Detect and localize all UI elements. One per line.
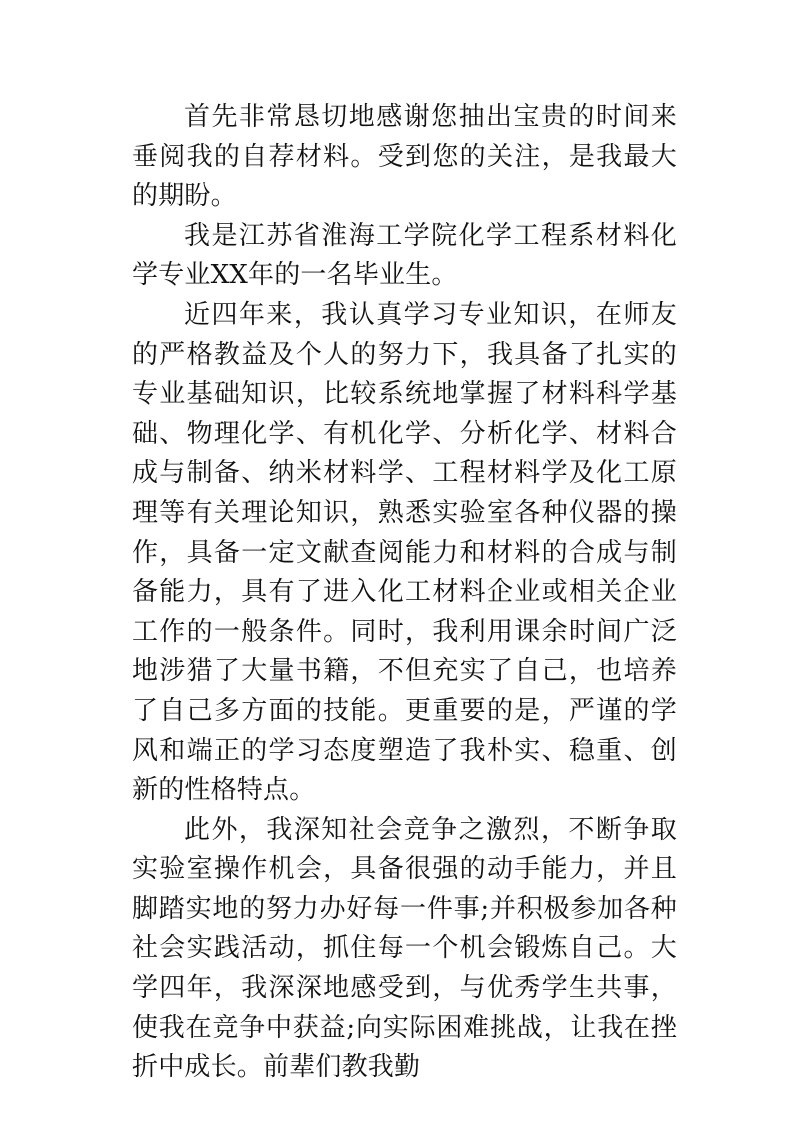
- paragraph-introduction: 我是江苏省淮海工学院化学工程系材料化学专业XX年的一名毕业生。: [132, 220, 677, 291]
- paragraph-practice: 此外，我深知社会竞争之激烈，不断争取实验室操作机会，具备很强的动手能力，并且脚踏实地的努力办好每一件事;并积极参加各种社会实践活动，抓住每一个机会锻炼自己。大学四年，我深深地感受到，与优秀学生共事，使我在竞争中获益;向实际困难挑战，让我在挫折中成长。前辈们教我勤: [132, 814, 677, 1083]
- document-body: [132, 98, 677, 1088]
- paragraph-greeting: 首先非常恳切地感谢您抽出宝贵的时间来垂阅我的自荐材料。受到您的关注，是我最大的期盼。: [132, 102, 677, 212]
- paragraph-studies: 近四年来，我认真学习专业知识，在师友的严格教益及个人的努力下，我具备了扎实的专业基础知识，比较系统地掌握了材料科学基础、物理化学、有机化学、分析化学、材料合成与制备、纳米材料学、工程材料学及化工原理等有关理论知识，熟悉实验室各种仪器的操作，具备一定文献查阅能力和材料的合成与制备能力，具有了进入化工材料企业或相关企业工作的一般条件。同时，我利用课余时间广泛地涉猎了大量书籍，不但充实了自己，也培养了自己多方面的技能。更重要的是，严谨的学风和端正的学习态度塑造了我朴实、稳重、创新的性格特点。: [132, 299, 677, 806]
